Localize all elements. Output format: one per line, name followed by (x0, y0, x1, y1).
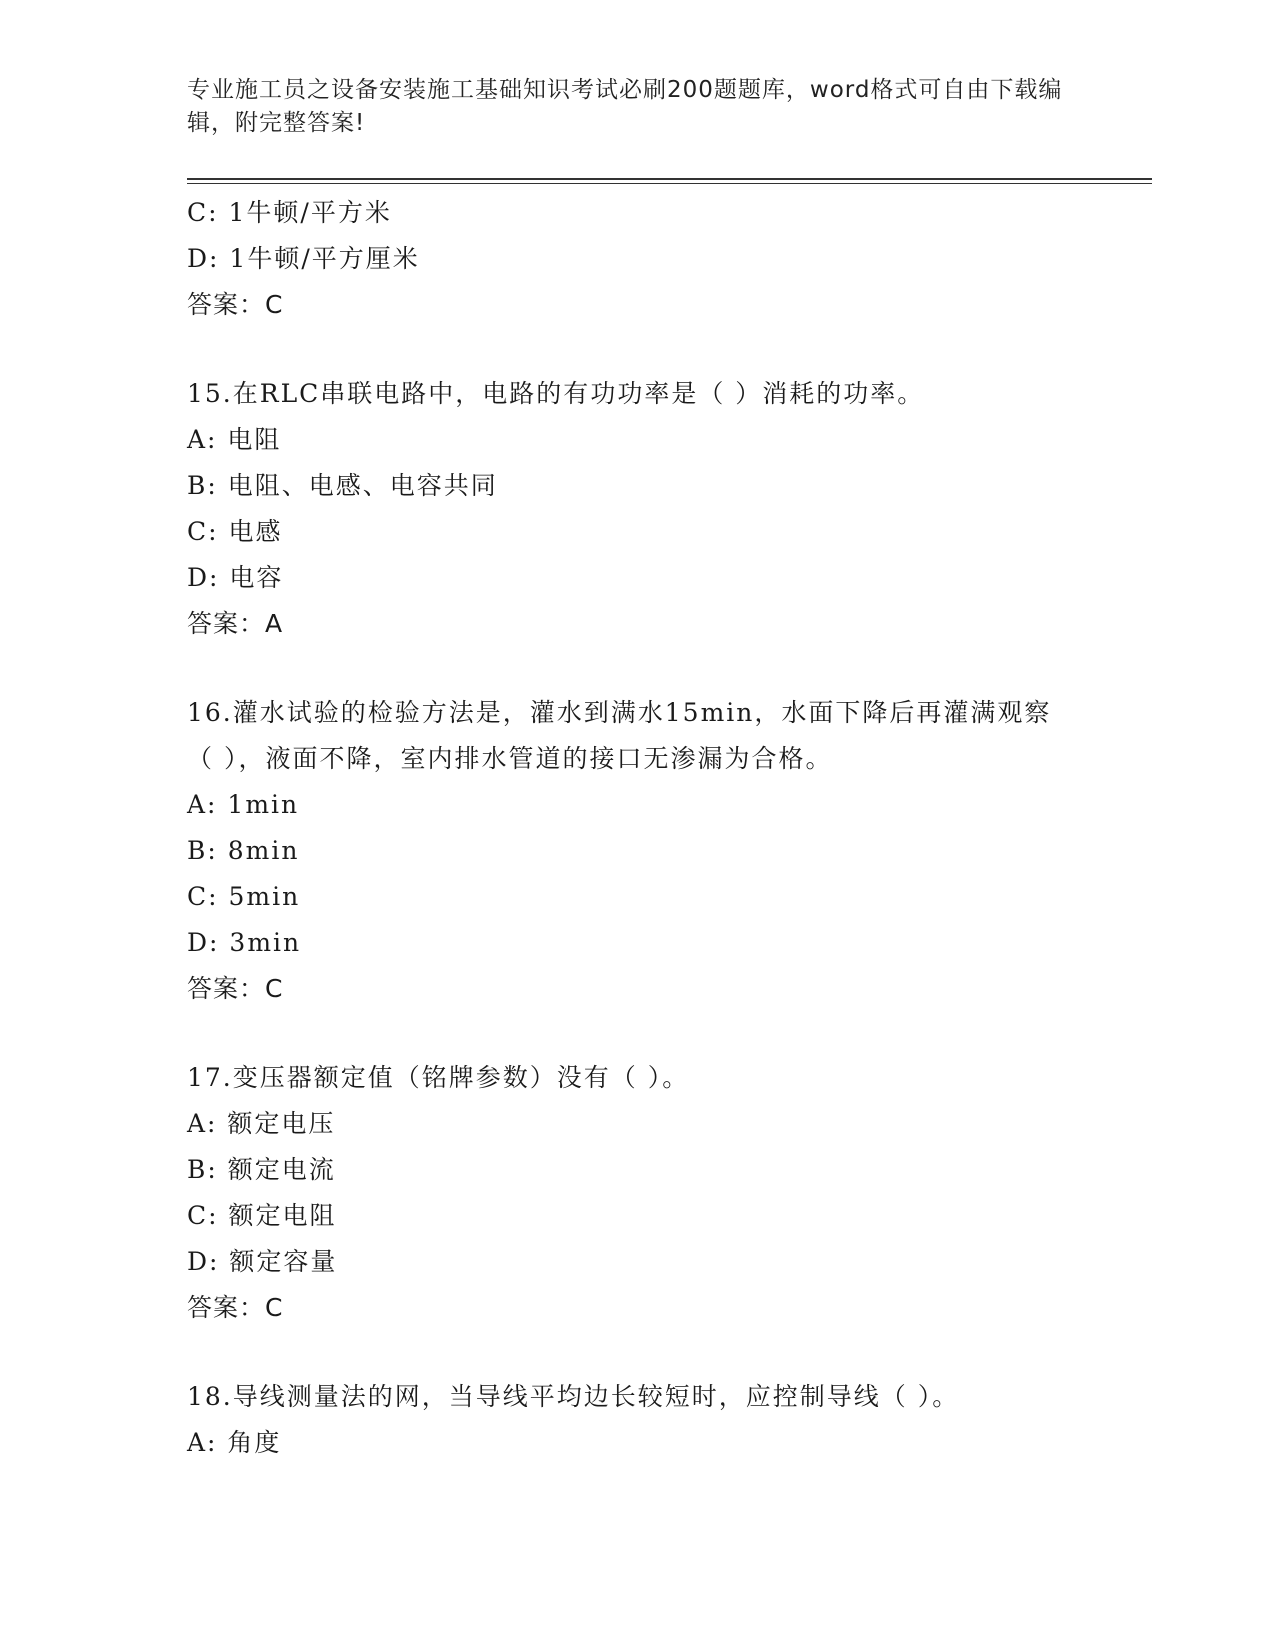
answer-line: 答案：C (187, 1293, 284, 1322)
option-a: A: 角度 (187, 1428, 282, 1457)
question-block-15 (187, 371, 1087, 647)
answer-line: 答案：C (187, 290, 284, 319)
document-header-title: 专业施工员之设备安装施工基础知识考试必刷200题题库，word格式可自由下载编辑，附完整答案! (187, 77, 1063, 136)
question-block-18 (187, 1374, 1087, 1466)
question-stem: 17.变压器额定值（铭牌参数）没有（ ）。 (187, 1063, 690, 1092)
option-a: A: 1min (187, 790, 300, 819)
option-b: B: 额定电流 (187, 1155, 336, 1184)
option-d: D: 额定容量 (187, 1247, 338, 1276)
option-d: D: 3min (187, 928, 302, 957)
option-c: C: 5min (187, 882, 301, 911)
header-divider (187, 178, 1152, 180)
question-stem: 15.在RLC串联电路中，电路的有功功率是（ ）消耗的功率。 (187, 379, 925, 408)
option-a: A: 电阻 (187, 425, 282, 454)
option-d: D: 1牛顿/平方厘米 (187, 244, 420, 273)
question-block-prev (187, 190, 1087, 328)
option-d: D: 电容 (187, 563, 284, 592)
question-block-16 (187, 690, 1087, 1012)
answer-line: 答案：C (187, 974, 284, 1003)
option-c: C: 电感 (187, 517, 283, 546)
question-stem: 16.灌水试验的检验方法是，灌水到满水15min，水面下降后再灌满观察（ ），液面不降，室内排水管道的接口无渗漏为合格。 (187, 698, 1052, 773)
option-c: C: 1牛顿/平方米 (187, 198, 392, 227)
option-c: C: 额定电阻 (187, 1201, 337, 1230)
question-stem: 18.导线测量法的网，当导线平均边长较短时，应控制导线（ ）。 (187, 1382, 960, 1411)
answer-line: 答案：A (187, 609, 284, 638)
question-block-17 (187, 1055, 1087, 1331)
option-b: B: 电阻、电感、电容共同 (187, 471, 498, 500)
document-body (187, 190, 1087, 1466)
option-a: A: 额定电压 (187, 1109, 336, 1138)
header-divider-secondary (187, 183, 1152, 184)
option-b: B: 8min (187, 836, 300, 865)
